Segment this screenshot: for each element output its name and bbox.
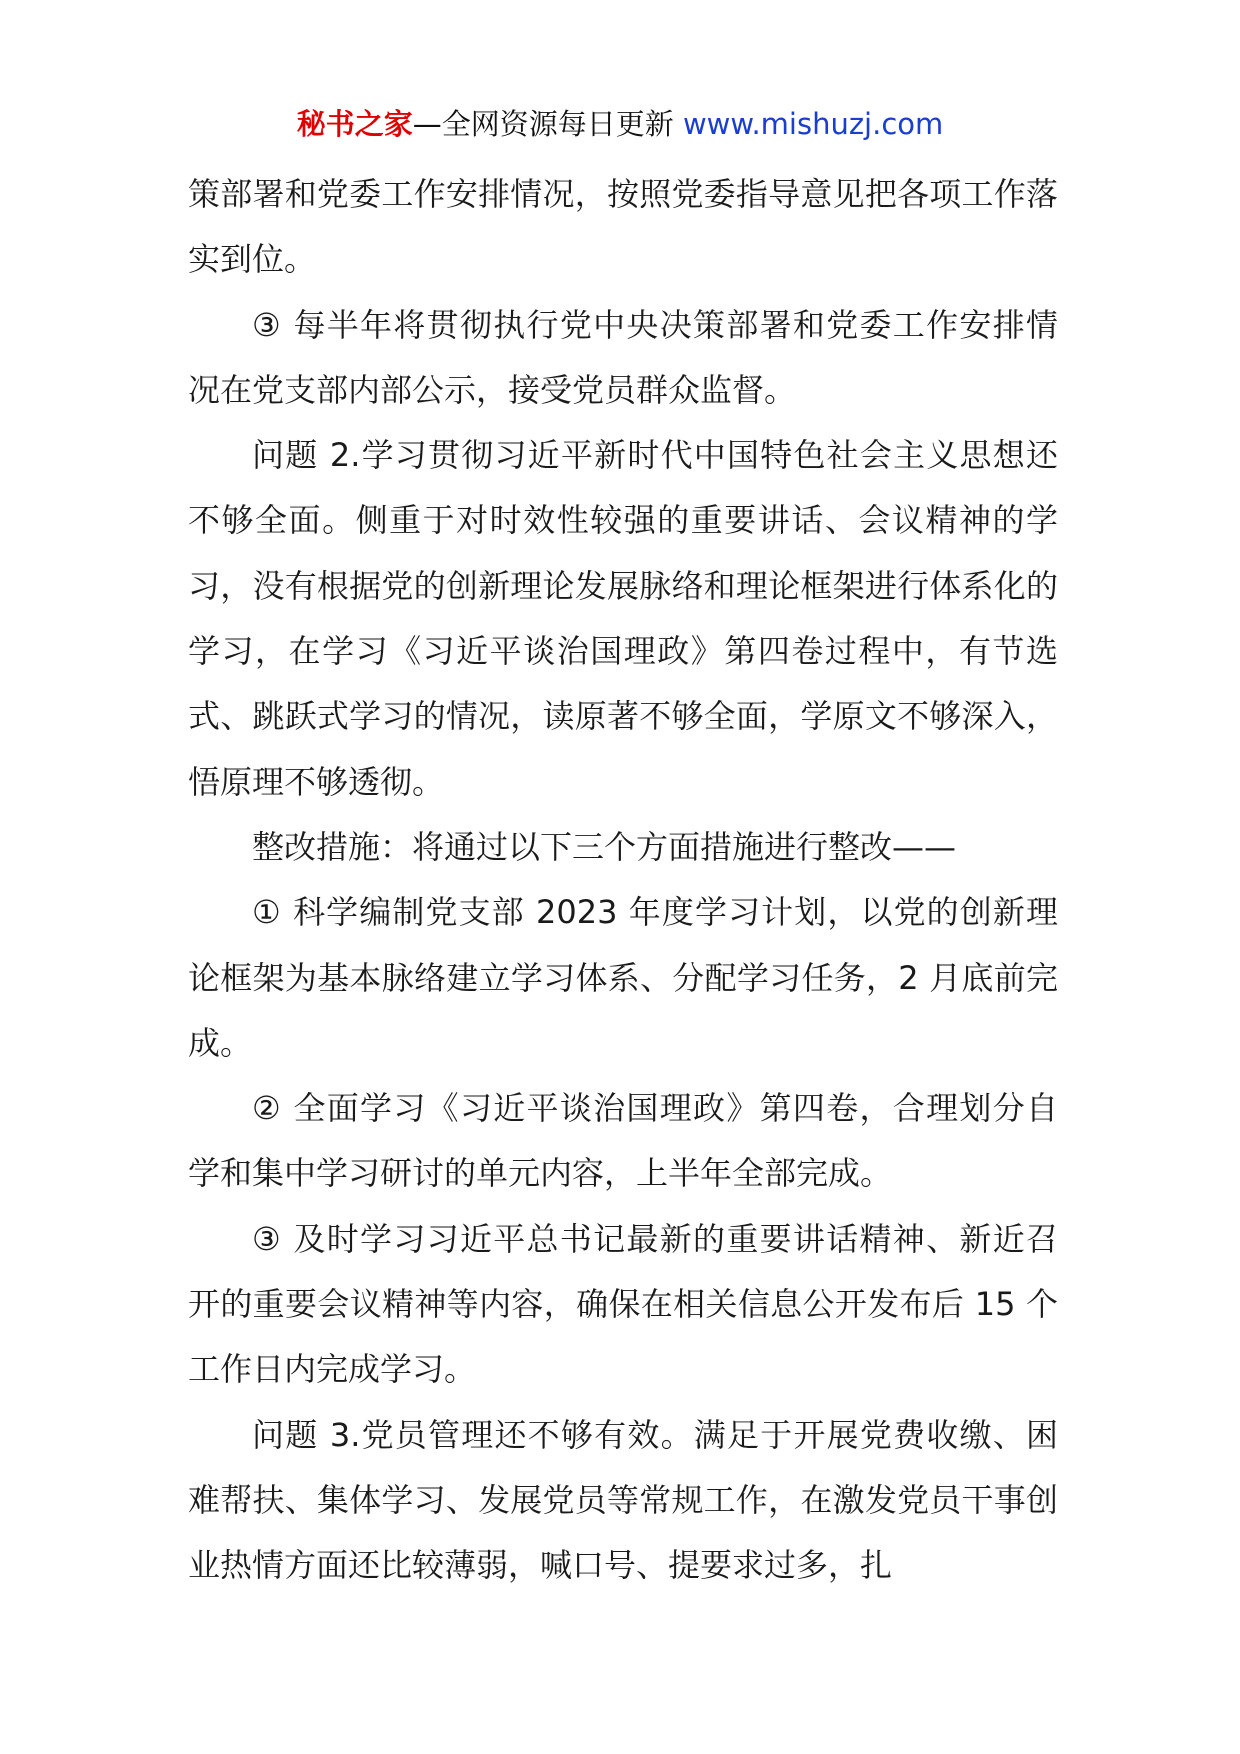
header-tagline: —全网资源每日更新 (412, 107, 683, 141)
brand-name: 秘书之家 (296, 107, 413, 141)
paragraph-issue-3: 问题 3.党员管理还不够有效。满足于开展党费收缴、困难帮扶、集体学习、发展党员等常规工作，在激发党员干事创业热情方面还比较薄弱，喊口号、提要求过多，扎 (188, 1415, 1058, 1585)
paragraph-issue-2: 问题 2.学习贯彻习近平新时代中国特色社会主义思想还不够全面。侧重于对时效性较强的重要讲话、会议精神的学习，没有根据党的创新理论发展脉络和理论框架进行体系化的学习，在学习《习近平谈治国理政》第四卷过程中，有节选式、跳跃式学习的情况，读原著不够全面，学原文不够深入，悟原理不够透彻。 (188, 436, 1058, 801)
paragraph-measures-intro: 整改措施：将通过以下三个方面措施进行整改—— (252, 827, 957, 866)
paragraph-continuation: 策部署和党委工作安排情况，按照党委指导意见把各项工作落实到位。 (188, 175, 1058, 279)
paragraph-measure-2: ② 全面学习《习近平谈治国理政》第四卷，合理划分自学和集中学习研讨的单元内容，上半年全部完成。 (188, 1089, 1058, 1193)
paragraph-measure-1: ① 科学编制党支部 2023 年度学习计划，以党的创新理论框架为基本脉络建立学习体系、分配学习任务，2 月底前完成。 (188, 893, 1058, 1062)
paragraph-item-3: ③ 每半年将贯彻执行党中央决策部署和党委工作安排情况在党支部内部公示，接受党员群众监督。 (188, 305, 1058, 409)
header-url[interactable]: www.mishuzj.com (682, 107, 944, 141)
document-body (188, 162, 1058, 1599)
paragraph-measure-3: ③ 及时学习习近平总书记最新的重要讲话精神、新近召开的重要会议精神等内容，确保在相关信息公开发布后 15 个工作日内完成学习。 (188, 1219, 1058, 1389)
page-header (0, 102, 1240, 146)
